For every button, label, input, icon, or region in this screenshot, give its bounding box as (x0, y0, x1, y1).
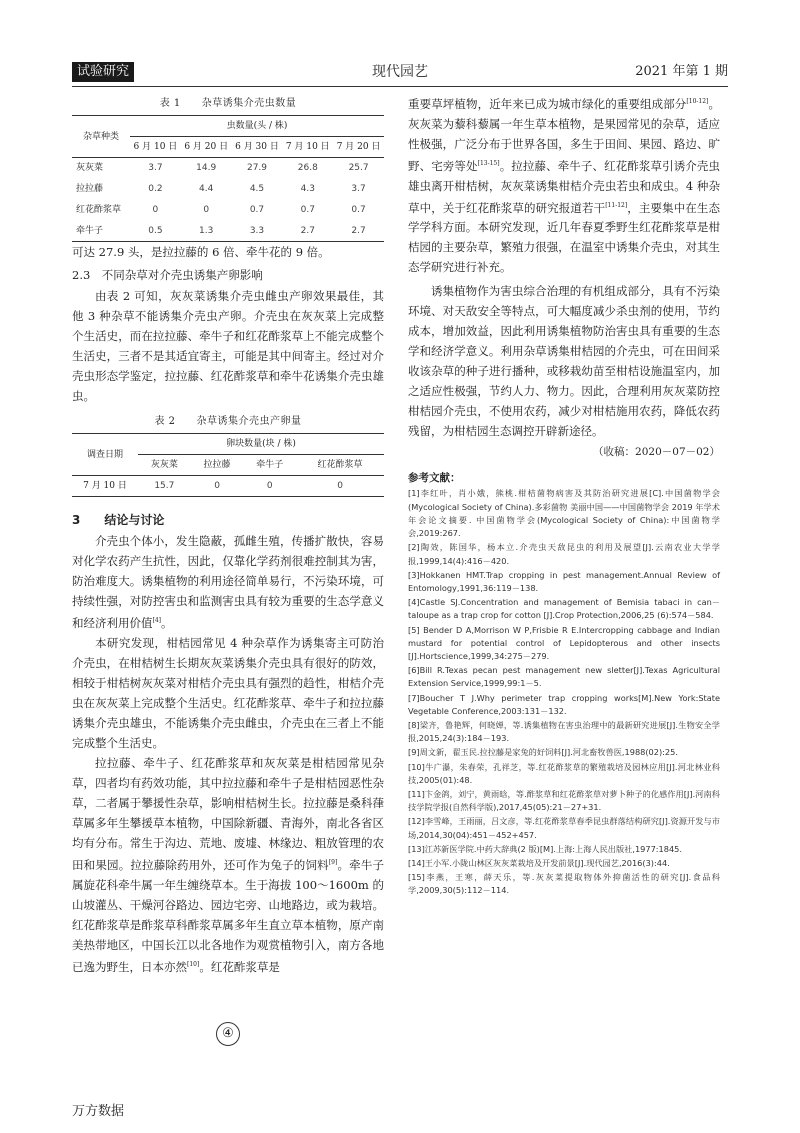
table1-caption: 表 1 杂草诱集介壳虫数量 (159, 98, 297, 109)
citation: [11-12] (605, 201, 628, 209)
table2-caption: 表 2 杂草诱集介壳虫产卵量 (154, 416, 302, 427)
issue-label: 2021 年第 1 期 (635, 64, 728, 79)
text-run: 。红花酢浆草是 (199, 959, 280, 974)
header-rule (72, 86, 728, 87)
table2-col-date: 调查日期 (72, 434, 138, 476)
table1-cell: 0.7 (249, 205, 265, 215)
table2-col-count: 卵块数量(块 / 株) (138, 434, 384, 455)
table1-species: 灰灰菜 (76, 163, 104, 174)
reference-item: [1]李红叶，肖小娥，熊桃.柑桔菌物病害及其防治研究进展[C].中国菌物学会(Mycological Society of China).多彩菌物 美丽中国——中国菌物学会 2019 年学术年会论文摘要. 中国菌物学会(Mycological Society of China):中国菌物学会,2019:267. (408, 488, 720, 539)
paragraph (72, 753, 384, 977)
table1-cell: 0 (152, 205, 159, 215)
footer-watermark: 万方数据 (72, 1104, 125, 1119)
table1-species: 红花酢浆草 (76, 205, 122, 215)
table2-cell: 15.7 (138, 476, 191, 497)
section-tag: 试验研究 (72, 62, 134, 82)
table-row (72, 476, 384, 497)
text-run: ，主要集中在生态学学科方面。本研究发现，近几年春夏季野生红花酢浆草是柑桔园的主要杂草，繁殖力很强，在温室中诱集介壳虫，对其生态学研究进行补充。 (408, 200, 721, 275)
table-row (72, 179, 384, 200)
reference-item: [13]江苏新医学院.中药大辞典(2 版)[M].上海:上海人民出版社,1977:1845. (408, 843, 682, 854)
table2-cell: 0 (243, 476, 296, 497)
reference-item: [8]梁齐，鲁艳辉，何晓婵，等.诱集植物在害虫治理中的最新研究进展[J].生物安全学报,2015,24(3):184－193. (408, 719, 720, 744)
reference-item: [7]Boucher T J.Why perimeter trap cropping works[M].New York:State Vegetable Conference,2003:131－132. (408, 692, 720, 716)
section-heading-3: 3 结论与讨论 (72, 513, 165, 527)
reference-item: [12]李雪峰，王雨丽，吕文彦，等.红花酢浆草春季昆虫群落结构研究[J].资源开发与市场,2014,30(04):451－452+457. (408, 816, 720, 840)
text-run: 。 (161, 615, 173, 630)
paragraph: 由表 2 可知，灰灰菜诱集介壳虫雌虫产卵效果最佳，其他 3 种杂草不能诱集介壳虫产卵。介壳虫在灰灰菜上完成整个生活史，而在拉拉藤、牵牛子和红花酢浆草上不能完成整个生活史，三者不是其适宜寄主，可能是其中间寄主。经过对介壳虫形态学鉴定，拉拉藤、红花酢浆草和牵牛花诱集介壳虫雄虫。 (72, 289, 384, 403)
table1-cell: 14.9 (196, 163, 217, 174)
table1-species: 牵牛子 (72, 221, 130, 242)
table1-cell: 4.4 (199, 184, 214, 194)
table-row (72, 200, 384, 221)
reference-item: [6]Bill R.Texas pecan pest management new sletter[J].Texas Agricultural Extension Service,1999,99:1－5. (408, 665, 720, 689)
reference-item: [3]Hokkanen HMT.Trap cropping in pest management.Annual Review of Entomology,1991,36:119－138. (408, 569, 720, 593)
paragraph: 本研究发现，柑桔园常见 4 种杂草作为诱集寄主可防治介壳虫，在柑桔树生长期灰灰菜诱集介壳虫具有很好的防效，相较于柑桔树灰灰菜对柑桔介壳虫具有强烈的趋性，柑桔介壳虫在灰灰菜上完成整个生活史。红花酢浆草、牵牛子和拉拉藤诱集介壳虫雄虫，不能诱集介壳虫雌虫，介壳虫在三者上不能完成整个生活史。 (72, 635, 384, 750)
table1-cell: 25.7 (348, 163, 369, 174)
table2-species: 灰灰菜 (138, 455, 191, 476)
table1-date: 7 月 20 日 (333, 137, 384, 158)
text-run: 介壳虫个体小，发生隐蔽，孤雌生殖，传播扩散快，容易对化学农药产生抗性，因此，仅靠化学药剂很难控制其为害，防治难度大。诱集植物的利用途径简单易行，不污染环境，可持续性强，对防控害虫和监测害虫具有较为重要的生态学意义和经济利用价值 (72, 534, 384, 630)
reference-item: [14]王小军.小陇山林区灰灰菜栽培及开发前景[J].现代园艺,2016(3):44. (408, 857, 670, 868)
table-row (72, 158, 384, 179)
table1-cell: 0.7 (300, 205, 315, 215)
table1-col-species: 杂草种类 (72, 116, 130, 158)
table1-cell: 3.7 (148, 163, 163, 174)
citation: [9] (328, 858, 338, 866)
table1-species: 拉拉藤 (76, 184, 104, 194)
table2 (72, 433, 384, 497)
reference-item: [11]卞金鸽，刘宁，黄雨晗，等.酢浆草和红花酢浆草对萝卜种子的化感作用[J].河南科技学院学报(自然科学版),2017,45(05):21－27+31. (408, 788, 720, 813)
journal-title: 现代园艺 (372, 64, 428, 80)
paragraph (72, 531, 384, 633)
text-run: 重要草坪植物，近年来已成为城市绿化的重要组成部分 (408, 96, 687, 111)
paragraph (408, 92, 720, 277)
table2-cell: 0 (296, 476, 384, 497)
table1-cell: 0.5 (130, 221, 181, 242)
references-heading: 参考文献： (408, 472, 461, 485)
table2-species: 牵牛子 (243, 455, 296, 476)
text-run: 。牵牛子属旋花科牵牛属一年生缠绕草本。生于海拔 100～1600m 的山坡灌丛、干燥河谷路边、园边宅旁、山地路边，或为栽培。红花酢浆草是酢浆草科酢浆草属多年生直立草本植物，原产南美热带地区，中国长江以北各地作为观赏植物引入，南方各地已逸为野生，日本亦然 (72, 857, 385, 974)
table-row (72, 221, 384, 242)
table1-cell: 26.8 (297, 163, 318, 174)
table2-cell: 0 (191, 476, 244, 497)
reference-item: [9]周文新，翟玉民.拉拉藤是家兔的好饲料[J].河北畜牧兽医,1988(02):25. (408, 747, 678, 758)
table1-cell: 2.7 (333, 221, 384, 242)
table1-cell: 3.3 (232, 221, 283, 242)
citation: [4] (152, 617, 161, 624)
table2-date: 7 月 10 日 (72, 476, 138, 497)
citation: [10] (187, 960, 200, 968)
citation: [10-12] (686, 98, 709, 105)
page-header (72, 62, 728, 84)
table1-cell: 4.5 (249, 184, 265, 194)
table1-col-count: 虫数量(头 / 株) (130, 116, 384, 137)
reference-item: [4]Castle SJ.Concentration and management of Bemisia tabaci in can－taloupe as a trap crop for cotton [J].Crop Protection,2006,25 (6):574－584. (408, 597, 720, 621)
right-column (408, 92, 720, 899)
table1-cell: 0.2 (148, 184, 163, 194)
citation: [13-15] (477, 159, 500, 167)
reference-item: [2]陶效，陈国华，杨本立.介壳虫天敌昆虫的利用及展望[J].云南农业大学学报,1999,14(4):416－420. (408, 542, 720, 566)
table1-date: 6 月 10 日 (130, 137, 181, 158)
table1-cell: 0 (203, 205, 210, 215)
table1-date: 6 月 20 日 (181, 137, 232, 158)
section-heading-2-3: 2.3 不同杂草对介壳虫诱集产卵影响 (72, 268, 263, 282)
text-run: 。灰灰菜为藜科藜属一年生草本植物，是果园常见的杂草，适应性极强，广泛分布于世界各国，多生于田间、果园、路边、旷野、宅旁等处 (408, 96, 721, 173)
reference-item: [15]李燕，王寒，薛天乐，等.灰灰菜提取物体外抑菌活性的研究[J].食品科学,2009,30(5):112－114. (408, 872, 720, 896)
table2-species: 拉拉藤 (191, 455, 244, 476)
left-column (72, 92, 384, 976)
table1-cell: 0.7 (351, 205, 366, 215)
table1-date: 7 月 10 日 (282, 137, 333, 158)
reference-item: [5] Bender D A,Morrison W P,Frisbie R E.Intercropping cabbage and Indian mustard for potential control of Lepidopterous and other insects [J].Hortscience,1999,34:275－279. (408, 624, 720, 661)
received-date: （收稿：2020－07－02） (593, 446, 720, 459)
table2-species: 红花酢浆草 (296, 455, 384, 476)
paragraph: 可达 27.9 头，是拉拉藤的 6 倍、牵牛花的 9 倍。 (72, 245, 330, 259)
table1-cell: 4.3 (300, 184, 315, 194)
table1-date: 6 月 30 日 (232, 137, 283, 158)
table1-cell: 2.7 (282, 221, 333, 242)
text-run: 拉拉藤、牵牛子、红花酢浆草和灰灰菜是柑桔园常见杂草，四者均有药效功能，其中拉拉藤和牵牛子是柑桔园恶性杂草，二者属于攀援性杂草，影响柑桔树生长。拉拉藤是桑科葎草属多年生攀援草本植物，中国除新疆、青海外，南北各省区均有分布。常生于沟边、荒地、废墟、林缘边、粗放管理的农田和果园。拉拉藤除药用外，还可作为兔子的饲料 (72, 755, 384, 872)
reference-item: [10]牛广瀑，朱春荣，孔祥芝，等.红花酢浆草的繁殖栽培及园林应用[J].河北林业科技,2005(01):48. (408, 761, 720, 785)
table1-cell: 3.7 (351, 184, 366, 194)
table1 (72, 115, 384, 242)
page-number: ④ (216, 1022, 240, 1046)
table1-cell: 27.9 (246, 163, 268, 174)
reference-list (408, 487, 720, 897)
text-run: 。拉拉藤、牵牛子、红花酢浆草引诱介壳虫雄虫离开柑桔树，灰灰菜诱集柑桔介壳虫若虫和成虫。4 种杂草中，关于红花酢浆草的研究报道若干 (408, 158, 721, 215)
paragraph: 诱集植物作为害虫综合治理的有机组成部分，具有不污染环境、对天敌安全等特点，可大幅度减少杀虫剂的使用，节约成本，增加效益，因此利用诱集植物防治害虫具有重要的生态学和经济学意义。利用杂草诱集柑桔园的介壳虫，可在田间采收该杂草的种子进行播种，或移栽幼苗至柑桔设施温室内，加之适应性极强，节约人力、物力。因此，合理利用灰灰菜防控柑桔园介壳虫，不使用农药，减少对柑桔施用农药，降低农药残留，为柑桔园生态调控开辟新途径。 (408, 284, 720, 439)
table1-cell: 1.3 (181, 221, 232, 242)
